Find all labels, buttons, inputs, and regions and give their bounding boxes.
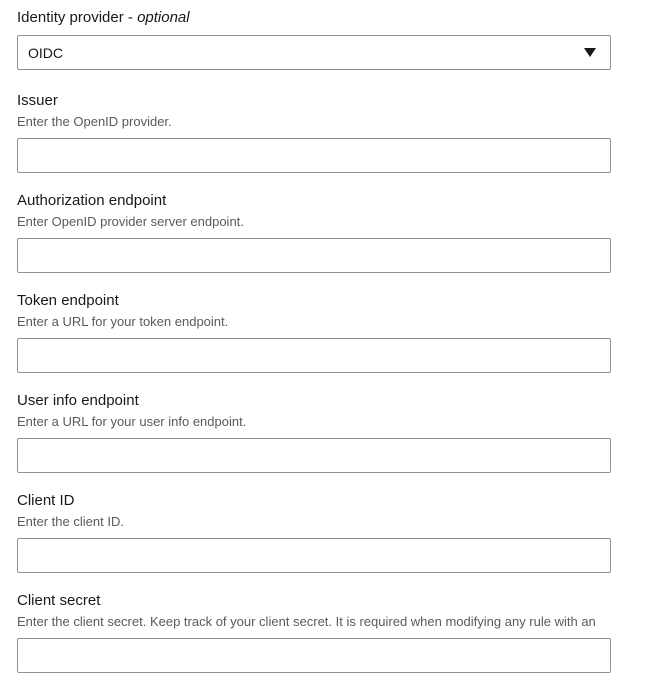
user-info-endpoint-input[interactable] bbox=[17, 438, 611, 473]
authorization-endpoint-field bbox=[17, 192, 637, 273]
authorization-endpoint-description: Enter OpenID provider server endpoint. bbox=[17, 214, 244, 229]
optional-tag: optional bbox=[137, 9, 190, 26]
identity-provider-select[interactable] bbox=[17, 35, 611, 70]
user-info-endpoint-field bbox=[17, 392, 637, 473]
user-info-endpoint-label: User info endpoint bbox=[17, 392, 139, 409]
token-endpoint-description: Enter a URL for your token endpoint. bbox=[17, 314, 229, 329]
client-id-input[interactable] bbox=[17, 538, 611, 573]
caret-down-icon bbox=[584, 48, 596, 57]
authorization-endpoint-input[interactable] bbox=[17, 238, 611, 273]
client-id-description: Enter the client ID. bbox=[17, 514, 124, 529]
client-secret-input[interactable] bbox=[17, 638, 611, 673]
token-endpoint-input[interactable] bbox=[17, 338, 611, 373]
client-secret-field bbox=[17, 592, 637, 673]
issuer-description: Enter the OpenID provider. bbox=[17, 114, 172, 129]
authorization-endpoint-label: Authorization endpoint bbox=[17, 192, 167, 209]
token-endpoint-label: Token endpoint bbox=[17, 292, 119, 309]
client-secret-label: Client secret bbox=[17, 592, 101, 609]
token-endpoint-field bbox=[17, 292, 637, 373]
issuer-field bbox=[17, 92, 637, 173]
identity-provider-field bbox=[17, 9, 637, 70]
client-secret-description: Enter the client secret. Keep track of your client secret. It is required when modifying any rule with an bbox=[17, 614, 596, 629]
client-id-field bbox=[17, 492, 637, 573]
issuer-label: Issuer bbox=[17, 92, 58, 109]
client-id-label: Client ID bbox=[17, 492, 75, 509]
identity-provider-label-text: Identity provider - bbox=[17, 9, 138, 26]
issuer-input[interactable] bbox=[17, 138, 611, 173]
user-info-endpoint-description: Enter a URL for your user info endpoint. bbox=[17, 414, 247, 429]
identity-provider-label bbox=[17, 9, 637, 27]
identity-provider-selected-value: OIDC bbox=[28, 45, 63, 61]
